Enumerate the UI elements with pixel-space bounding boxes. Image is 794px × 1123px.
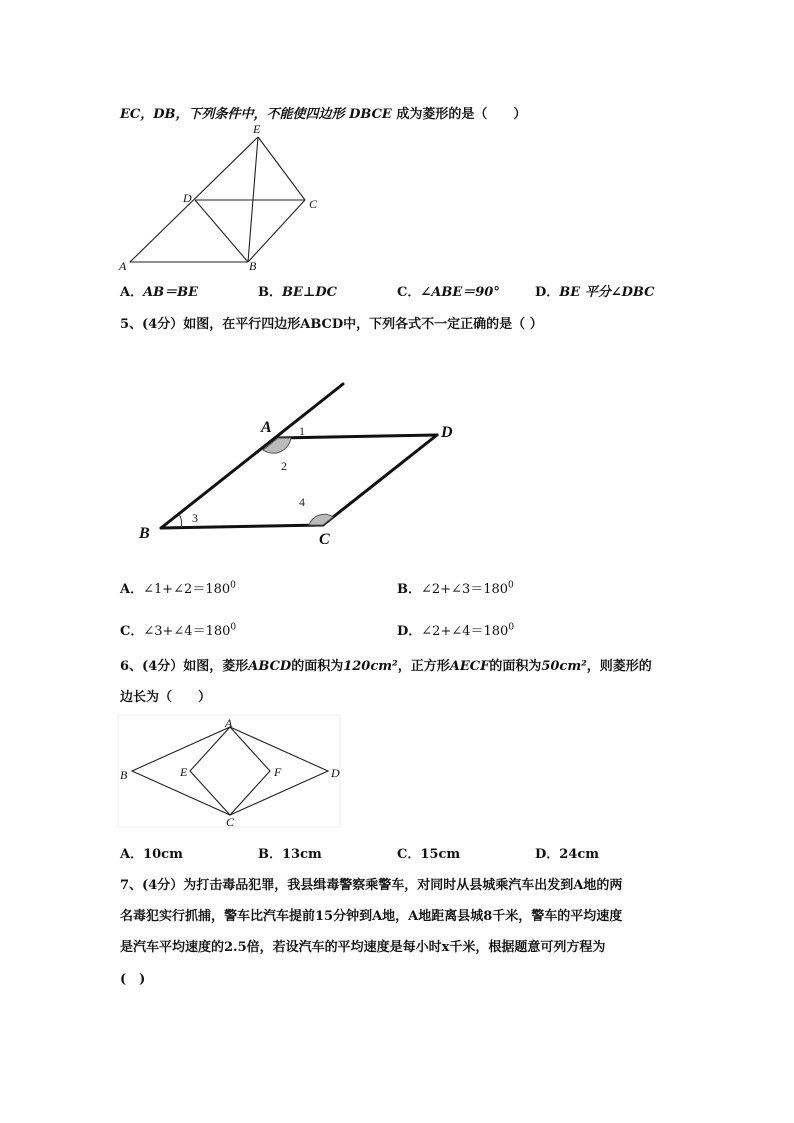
q4-label-b: B — [249, 259, 257, 273]
q6-stem-part-e: ，则菱形的 — [586, 659, 652, 674]
q4-stem-var: DBCE — [349, 107, 392, 122]
q4-option-d-text: BE 平分∠DBC — [559, 285, 655, 300]
q5-figure — [135, 380, 475, 550]
q5-option-c-sup: 0 — [230, 622, 237, 633]
q6-label-a: A — [225, 716, 233, 730]
q6-rhombus-abcd — [132, 727, 328, 815]
q4-option-d[interactable] — [535, 281, 654, 300]
q4-figure — [115, 122, 335, 275]
q5-option-d-sup: 0 — [508, 622, 515, 633]
q5-angle-label-3: 3 — [192, 511, 198, 525]
q6-label-b: B — [120, 768, 128, 782]
q4-option-a-letter: A． — [120, 285, 144, 300]
q4-option-a[interactable] — [120, 281, 198, 300]
q4-option-b[interactable] — [258, 281, 337, 300]
q4-label-a: A — [119, 259, 127, 273]
q4-stem-part1: EC，DB，下列条件中，不能使四边形 — [120, 107, 345, 122]
q6-label-e: E — [180, 765, 188, 779]
q6-stem-part-b: 的面积为 — [291, 659, 344, 674]
q6-square-aecf — [190, 727, 270, 815]
q7-line3: 是汽车平均速度的2.5倍，若设汽车的平均速度是每小时x千米，根据题意可列方程为 — [120, 940, 606, 955]
q5-option-b-letter: B． — [397, 582, 421, 597]
q4-label-d: D — [183, 191, 192, 205]
q6-label-f: F — [274, 765, 282, 779]
q6-stem-line1 — [120, 655, 652, 674]
q4-line-cb — [248, 200, 305, 262]
q4-option-c[interactable] — [397, 281, 500, 300]
q4-option-b-letter: B． — [258, 285, 282, 300]
q6-stem-part-c: ，正方形 — [397, 659, 450, 674]
q5-option-c-text: ∠3+∠4＝180 — [143, 624, 231, 639]
q6-stem-v2: AECF — [449, 659, 490, 674]
q6-option-d[interactable] — [535, 843, 599, 862]
q6-option-d-text: 24cm — [559, 847, 600, 862]
q5-angle-label-4: 4 — [299, 495, 305, 509]
q5-line-cd — [323, 435, 437, 525]
q6-label-d: D — [331, 766, 340, 780]
q5-option-a[interactable] — [120, 578, 236, 597]
q4-option-a-text: AB＝BE — [143, 285, 199, 300]
q4-option-c-letter: C． — [397, 285, 421, 300]
q4-stem — [120, 103, 526, 122]
q5-option-d-letter: D． — [397, 624, 422, 639]
q4-stem-part2: 成为菱形的是（ ） — [396, 107, 527, 122]
q5-angle-label-2: 2 — [281, 459, 287, 473]
q5-label-b: B — [139, 525, 150, 542]
q4-label-e: E — [253, 122, 261, 136]
q5-line-bc — [161, 525, 323, 528]
q4-option-c-text: ∠ABE＝90° — [420, 285, 500, 300]
q5-angle3-arc — [179, 514, 182, 528]
q6-stem-area1: 120cm² — [343, 659, 398, 674]
q6-figure — [118, 715, 348, 830]
q4-option-d-letter: D． — [535, 285, 560, 300]
q5-option-b-sup: 0 — [508, 580, 514, 591]
q4-option-b-text: BE⊥DC — [282, 285, 337, 300]
q5-option-d-text: ∠2+∠4＝180 — [421, 624, 509, 639]
q6-figure-frame — [118, 715, 340, 827]
q6-option-b-letter: B． — [258, 847, 282, 862]
q6-option-c-letter: C． — [397, 847, 421, 862]
q6-label-c: C — [226, 815, 235, 829]
q7-line4: ( ) — [120, 972, 146, 987]
q5-stem: 5、(4分）如图，在平行四边形ABCD中，下列各式不一定正确的是（ ） — [120, 317, 543, 332]
q6-option-d-letter: D． — [535, 847, 560, 862]
q6-option-b[interactable] — [258, 843, 322, 862]
q5-option-c-letter: C． — [120, 624, 144, 639]
q6-stem-part-d: 的面积为 — [489, 659, 542, 674]
q5-line-ba-extended — [161, 384, 343, 528]
q5-option-b-text: ∠2+∠3＝180 — [421, 582, 509, 597]
q6-option-c[interactable] — [397, 843, 460, 862]
q7-line2: 名毒犯实行抓捕，警车比汽车提前15分钟到A地，A地距离县城8千米，警车的平均速度 — [120, 909, 623, 924]
q5-label-d: D — [441, 424, 453, 441]
q6-stem-line2: 边长为（ ） — [120, 690, 212, 705]
q5-option-c[interactable] — [120, 620, 236, 639]
q5-option-b[interactable] — [397, 578, 514, 597]
q5-angle4-arc — [309, 514, 333, 525]
q5-option-a-text: ∠1+∠2＝180 — [143, 582, 231, 597]
q4-line-db — [195, 200, 248, 262]
q5-option-d[interactable] — [397, 620, 514, 639]
q6-stem-v1: ABCD — [248, 659, 292, 674]
q6-option-a[interactable] — [120, 843, 183, 862]
q5-label-a: A — [261, 419, 272, 436]
q7-line1: 7、(4分）为打击毒品犯罪，我县缉毒警察乘警车，对同时从县城乘汽车出发到A地的两 — [120, 878, 623, 893]
q6-option-b-text: 13cm — [282, 847, 322, 862]
q4-label-c: C — [309, 197, 318, 211]
q6-option-a-text: 10cm — [143, 847, 183, 862]
q6-stem-area2: 50cm² — [541, 659, 587, 674]
q6-option-a-letter: A． — [120, 847, 144, 862]
q5-option-a-letter: A． — [120, 582, 144, 597]
q5-label-c: C — [319, 531, 330, 548]
q6-stem-part-a: 6、(4分）如图，菱形 — [120, 659, 249, 674]
q4-line-ec — [258, 137, 305, 200]
q5-option-a-sup: 0 — [230, 580, 236, 591]
q6-option-c-text: 15cm — [420, 847, 461, 862]
q5-angle-label-1: 1 — [299, 424, 305, 438]
